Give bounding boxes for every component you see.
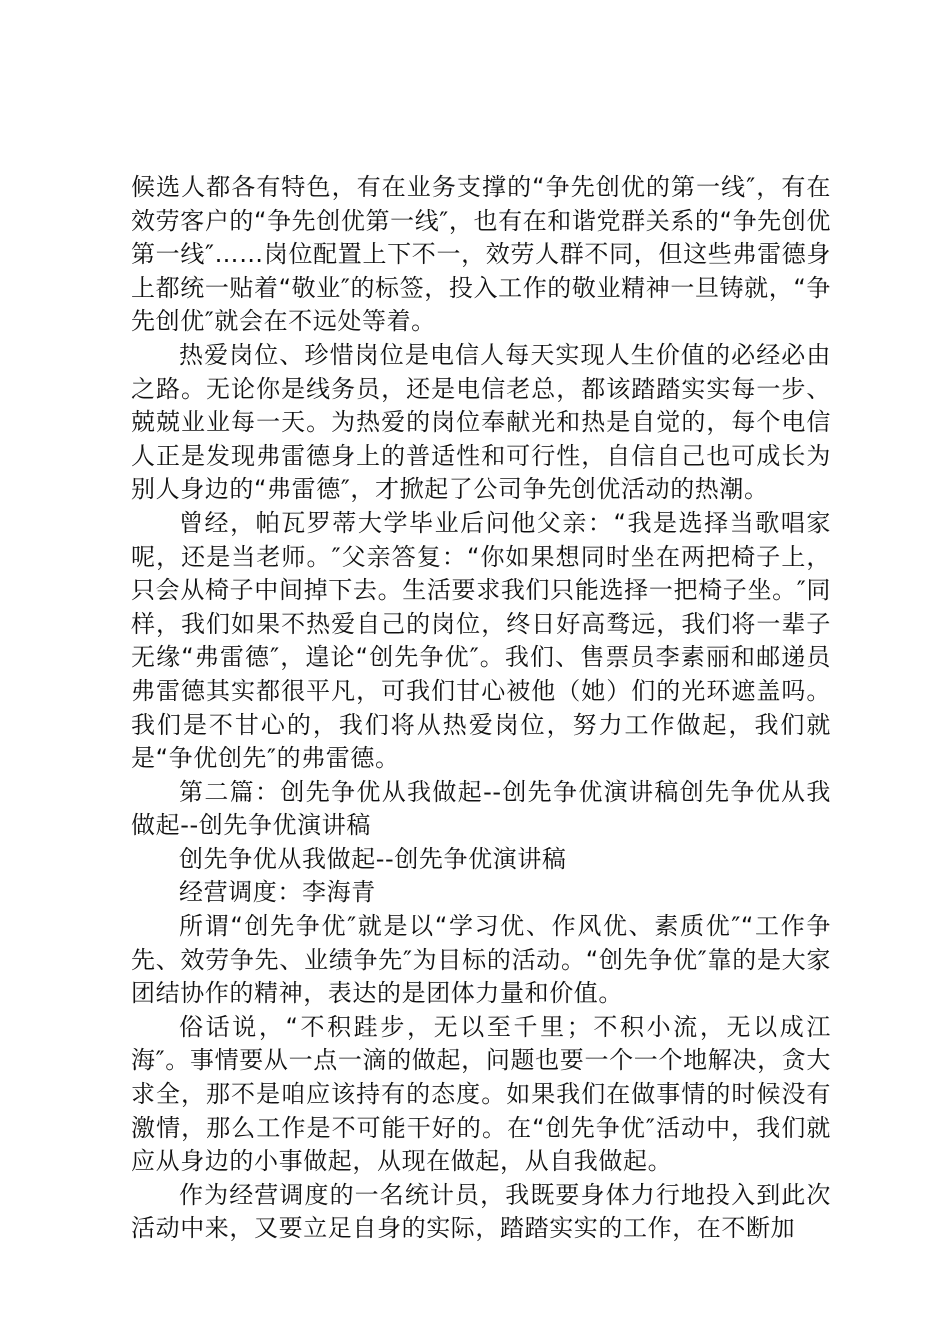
paragraph-candidates: 候选人都各有特色，有在业务支撑的“争先创优的第一线″，有在效劳客户的“争先创优第一线″，也有在和谐党群关系的“争先创优第一线″……岗位配置上下不一，效劳人群不同，但这些弗雷德身上都统一贴着“敬业″的标签，投入工作的敬业精神一旦铸就，“争先创优″就会在不远处等着。: [131, 173, 831, 336]
paragraph-pavarotti: 曾经，帕瓦罗蒂大学毕业后问他父亲：“我是选择当歌唱家呢，还是当老师。″父亲答复：“你如果想同时坐在两把椅子上，只会从椅子中间掉下去。生活要求我们只能选择一把椅子坐。″同样，我们如果不热爱自己的岗位，终日好高骛远，我们将一辈子无缘“弗雷德″，遑论“创先争优″。我们、售票员李素丽和邮递员弗雷德其实都很平凡，可我们甘心被他（她）们的光环遮盖吗。我们是不甘心的，我们将从热爱岗位，努力工作做起，我们就是“争优创先″的弗雷德。: [131, 508, 831, 773]
document-body: [131, 171, 831, 1246]
paragraph-definition: 所谓“创先争优″就是以“学习优、作风优、素质优″“工作争先、效劳争先、业绩争先″为目标的活动。“创先争优″靠的是大家团结协作的精神，表达的是团体力量和价值。: [131, 912, 831, 1008]
paragraph-statistician: 作为经营调度的一名统计员，我既要身体力行地投入到此次活动中来，又要立足自身的实际，踏踏实实的工作，在不断加: [131, 1180, 831, 1243]
paragraph-proverb: 俗话说，“不积跬步，无以至千里；不积小流，无以成江海″。事情要从一点一滴的做起，问题也要一个一个地解决，贪大求全，那不是咱应该持有的态度。如果我们在做事情的时候没有激情，那么工作是不可能干好的。在“创先争优″活动中，我们就应从身边的小事做起，从现在做起，从自我做起。: [131, 1012, 831, 1176]
speech-title: 创先争优从我做起--创先争优演讲稿: [179, 844, 567, 873]
paragraph-love-post: 热爱岗位、珍惜岗位是电信人每天实现人生价值的必经必由之路。无论你是线务员，还是电信老总，都该踏踏实实每一步、兢兢业业每一天。为热爱的岗位奉献光和热是自觉的，每个电信人正是发现弗雷德身上的普适性和可行性，自信自己也可成长为别人身边的“弗雷德″，才掀起了公司争先创优活动的热潮。: [131, 340, 831, 504]
section-heading-part-two: 第二篇：创先争优从我做起--创先争优演讲稿创先争优从我做起--创先争优演讲稿: [131, 777, 831, 840]
speech-author: 经营调度：李海青: [179, 878, 376, 907]
